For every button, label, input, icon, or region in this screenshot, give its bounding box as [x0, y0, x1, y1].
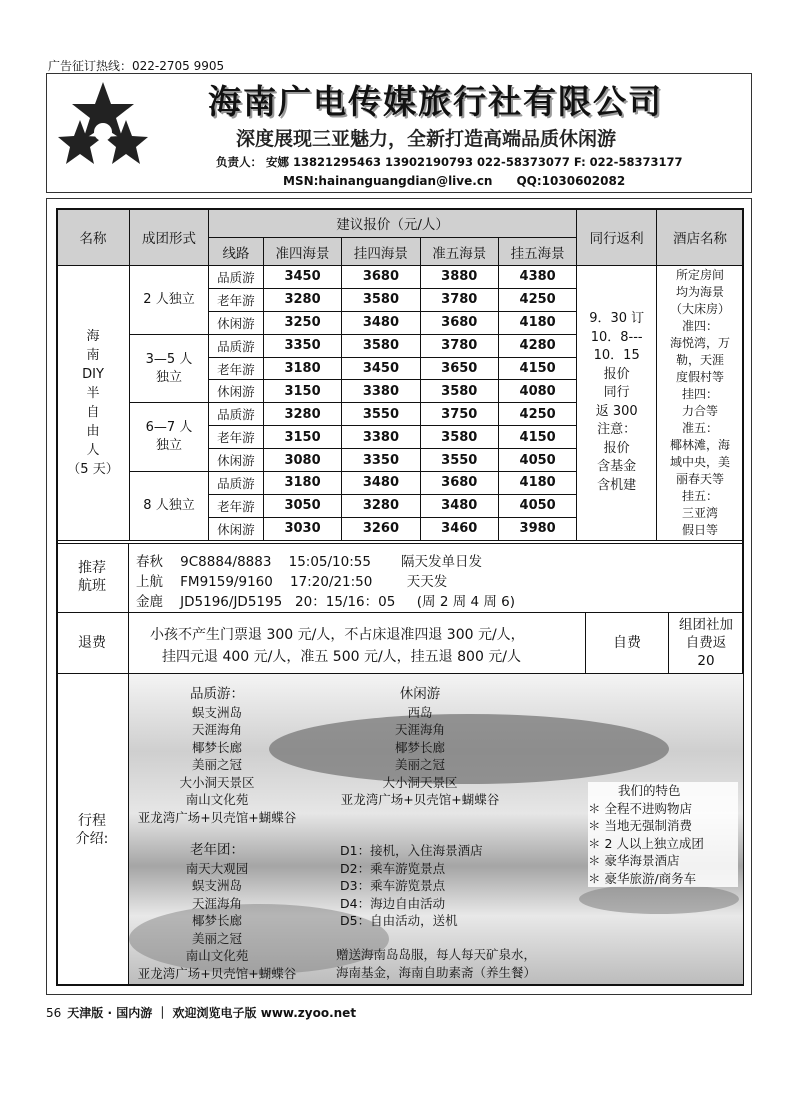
- price-value: 3150: [263, 426, 341, 449]
- route-name: 老年游: [209, 426, 264, 449]
- daily-schedule: [330, 842, 560, 930]
- list-item: 蜈支洲岛: [191, 878, 242, 893]
- feature-item: ＊ 当地无强制消费: [588, 818, 692, 833]
- route-name: 品质游: [209, 403, 264, 426]
- route-name: 老年游: [209, 357, 264, 380]
- price-value: 3780: [420, 334, 498, 357]
- leisure-route-list: [330, 686, 510, 809]
- feature-item: ＊ 全程不进购物店: [588, 800, 692, 816]
- price-value: 3580: [342, 288, 420, 311]
- feature-item: ＊ 2 人以上独立成团: [588, 835, 704, 851]
- day-item: D5：自由活动，送机: [340, 913, 458, 928]
- rebate-line: 同行: [603, 385, 630, 401]
- rebate-line: 报价: [603, 440, 630, 456]
- hotel-line: 所定房间: [676, 267, 725, 282]
- price-value: 4050: [498, 449, 576, 472]
- hotel-line: （大床房）: [670, 301, 731, 316]
- itinerary-label: 行程 介绍:: [75, 813, 109, 847]
- hotel-line: 假日等: [682, 522, 719, 537]
- route-name: 休闲游: [209, 311, 264, 334]
- list-item: 蜈支洲岛: [191, 704, 242, 720]
- list-item: 大小洞天景区: [382, 774, 458, 790]
- route-name: 休闲游: [209, 380, 264, 403]
- quality-route-list: [132, 686, 302, 826]
- price-value: 4250: [498, 288, 576, 311]
- group-bonus-line: 组团社加: [679, 617, 733, 633]
- hotel-line: 准五：: [682, 420, 719, 435]
- price-value: 3580: [420, 380, 498, 403]
- rebate-line: 报价: [603, 366, 630, 382]
- product-name-line: 由: [86, 423, 100, 439]
- features-title: 我们的特色: [618, 783, 681, 798]
- list-item: 美丽之冠: [191, 930, 242, 946]
- msn-line: [283, 174, 625, 188]
- price-value: 3680: [420, 311, 498, 334]
- header-group-form: 成团形式: [130, 209, 209, 266]
- hotel-line: 海悦湾，万: [670, 335, 731, 350]
- price-value: 3750: [420, 403, 498, 426]
- list-item: 亚龙湾广场+贝壳馆+蝴蝶谷: [137, 809, 297, 825]
- price-value: 3680: [342, 266, 420, 289]
- price-value: 3250: [263, 311, 341, 334]
- header-name: 名称: [57, 209, 130, 266]
- product-name-line: 自: [86, 404, 100, 420]
- price-value: 3480: [342, 472, 420, 495]
- refund-label: 退费: [78, 635, 106, 651]
- group-bonus-line: 自费返: [685, 635, 727, 651]
- hotel-line: 挂五：: [682, 488, 719, 503]
- header-zhun5: 准五海景: [420, 238, 498, 266]
- group-bonus-line: 20: [697, 653, 715, 669]
- list-item: 天涯海角: [191, 722, 242, 737]
- company-name: 海南广电传媒旅行社有限公司: [208, 82, 663, 121]
- price-value: 4050: [498, 494, 576, 517]
- price-value: 3180: [263, 472, 341, 495]
- route-name: 休闲游: [209, 449, 264, 472]
- contact-info: 负责人： 安娜 13821295463 13902190793 022-58373077 F: 022-58373177: [216, 155, 683, 169]
- price-value: 3450: [342, 357, 420, 380]
- price-value: 3260: [342, 517, 420, 540]
- list-item: 南天大观园: [185, 860, 249, 876]
- page-number: 56: [46, 1006, 62, 1020]
- price-value: 3580: [420, 426, 498, 449]
- product-name-line: （5 天）: [67, 461, 119, 477]
- list-title: 品质游：: [190, 686, 244, 702]
- header-gua4: 挂四海景: [342, 238, 420, 266]
- footer-text: 天津版 · 国内游 ｜ 欢迎浏览电子版 www.zyoo.net: [67, 1006, 357, 1020]
- gift-notes: [336, 946, 536, 981]
- flight-row: 金鹿 JD5196/JD5195 20：15/16：05 (周 2 周 4 周 6): [136, 594, 516, 610]
- list-item: 西岛: [407, 704, 433, 720]
- hotel-line: 均为海景: [676, 284, 725, 299]
- price-value: 3050: [263, 494, 341, 517]
- price-value: 3880: [420, 266, 498, 289]
- star-logo-icon: [58, 80, 148, 170]
- price-value: 3380: [342, 426, 420, 449]
- refund-line: 小孩不产生门票退 300 元/人，不占床退准四退 300 元/人，: [150, 627, 525, 643]
- price-value: 3380: [342, 380, 420, 403]
- slogan: 深度展现三亚魅力，全新打造高端品质休闲游: [236, 128, 617, 150]
- price-value: 4380: [498, 266, 576, 289]
- ad-hotline: 广告征订热线：022-2705 9905: [48, 59, 225, 73]
- price-value: 3080: [263, 449, 341, 472]
- list-title: 老年团：: [190, 842, 244, 858]
- flight-row: 上航 FM9159/9160 17:20/21:50 天天发: [136, 574, 448, 590]
- price-value: 4180: [498, 311, 576, 334]
- route-name: 品质游: [209, 334, 264, 357]
- senior-route-list: [132, 842, 302, 982]
- header-hotel: 酒店名称: [657, 209, 744, 266]
- flight-row: 春秋 9C8884/8883 15:05/10:55 隔天发单日发: [136, 554, 483, 570]
- rebate-line: 返 300: [595, 403, 638, 419]
- msn-address: MSN:hainanguangdian@live.cn: [283, 174, 493, 188]
- list-item: 南山文化苑: [185, 948, 249, 963]
- product-name-line: 南: [86, 347, 100, 363]
- price-value: 4280: [498, 334, 576, 357]
- route-name: 老年游: [209, 288, 264, 311]
- day-item: D1：接机，入住海景酒店: [340, 843, 483, 858]
- price-value: 3650: [420, 357, 498, 380]
- feature-item: ＊ 豪华旅游/商务车: [588, 870, 697, 886]
- day-item: D4：海边自由活动: [340, 895, 446, 911]
- price-value: 3550: [342, 403, 420, 426]
- price-value: 3480: [342, 311, 420, 334]
- header-route: 线路: [209, 238, 264, 266]
- route-name: 休闲游: [209, 517, 264, 540]
- feature-item: ＊ 豪华海景酒店: [588, 853, 680, 868]
- day-item: D3：乘车游览景点: [340, 878, 446, 893]
- hotel-line: 勒，天涯: [676, 352, 725, 367]
- hotel-line: 域中央，美: [670, 454, 731, 469]
- hotel-line: 三亚湾: [682, 505, 719, 520]
- header-zhun4: 准四海景: [263, 238, 341, 266]
- list-item: 天涯海角: [394, 722, 445, 737]
- list-item: 南山文化苑: [185, 792, 249, 807]
- rebate-line: 含基金: [597, 459, 637, 475]
- price-value: 3450: [263, 266, 341, 289]
- hotel-line: 力合等: [682, 403, 719, 418]
- price-value: 3350: [263, 334, 341, 357]
- price-value: 3680: [420, 472, 498, 495]
- price-value: 3280: [263, 403, 341, 426]
- rebate-line: 9．30 订: [589, 311, 645, 327]
- rebate-line: 10．15: [593, 348, 640, 364]
- price-value: 3980: [498, 517, 576, 540]
- route-name: 品质游: [209, 472, 264, 495]
- price-value: 4080: [498, 380, 576, 403]
- list-title: 休闲游: [399, 686, 441, 702]
- header-gua5: 挂五海景: [498, 238, 576, 266]
- island-shape: [579, 884, 739, 914]
- price-value: 3480: [420, 494, 498, 517]
- group-form: 2 人独立: [130, 266, 209, 335]
- hotel-line: 挂四：: [682, 386, 719, 401]
- qq-number: QQ:1030602082: [516, 174, 626, 188]
- refund-line: 挂四元退 400 元/人，准五 500 元/人，挂五退 800 元/人: [162, 649, 522, 665]
- price-value: 4250: [498, 403, 576, 426]
- hotel-line: 椰林滩，海: [670, 437, 731, 452]
- list-item: 椰梦长廊: [191, 913, 242, 928]
- hotel-line: 丽春天等: [676, 471, 725, 486]
- product-name-line: 人: [86, 442, 100, 458]
- price-value: 3350: [342, 449, 420, 472]
- group-bonus: [670, 616, 742, 670]
- our-features: [588, 782, 738, 887]
- rebate-line: 10．8---: [590, 329, 643, 345]
- route-name: 老年游: [209, 494, 264, 517]
- price-value: 3150: [263, 380, 341, 403]
- group-form: 8 人独立: [130, 472, 209, 541]
- price-value: 3280: [263, 288, 341, 311]
- price-value: 3550: [420, 449, 498, 472]
- list-item: 美丽之冠: [394, 757, 445, 772]
- group-form: 3—5 人 独立: [130, 334, 209, 403]
- group-form: 6—7 人 独立: [130, 403, 209, 472]
- flights-label: 推荐 航班: [78, 560, 106, 594]
- list-item: 椰梦长廊: [191, 739, 242, 755]
- rebate-line: 含机建: [597, 477, 637, 493]
- list-item: 椰梦长廊: [394, 739, 445, 755]
- header-rebate: 同行返利: [577, 209, 657, 266]
- list-item: 大小洞天景区: [179, 774, 255, 790]
- day-item: D2：乘车游览景点: [340, 860, 446, 876]
- route-name: 品质游: [209, 266, 264, 289]
- self-pay-label: 自费: [613, 635, 641, 651]
- price-value: 3460: [420, 517, 498, 540]
- list-item: 亚龙湾广场+贝壳馆+蝴蝶谷: [340, 792, 500, 807]
- footer: [46, 1004, 356, 1021]
- price-value: 4180: [498, 472, 576, 495]
- price-value: 3180: [263, 357, 341, 380]
- gift-line: 海南基金，海南自助素斋（养生餐）: [336, 964, 537, 980]
- hotel-line: 准四：: [682, 318, 719, 333]
- gift-line: 赠送海南岛岛服，每人每天矿泉水，: [336, 947, 537, 962]
- list-item: 天涯海角: [191, 895, 242, 911]
- price-value: 3280: [342, 494, 420, 517]
- header-suggested-price: 建议报价（元/人）: [209, 209, 577, 238]
- price-value: 4150: [498, 426, 576, 449]
- list-item: 美丽之冠: [191, 757, 242, 772]
- product-name-line: 半: [86, 385, 100, 401]
- price-value: 4150: [498, 357, 576, 380]
- price-value: 3780: [420, 288, 498, 311]
- list-item: 亚龙湾广场+贝壳馆+蝴蝶谷: [137, 965, 297, 981]
- product-name-line: DIY: [82, 366, 104, 382]
- hotel-line: 度假村等: [676, 369, 725, 384]
- product-name-line: 海: [86, 328, 100, 344]
- rebate-line: 注意：: [597, 422, 637, 438]
- price-value: 3580: [342, 334, 420, 357]
- price-value: 3030: [263, 517, 341, 540]
